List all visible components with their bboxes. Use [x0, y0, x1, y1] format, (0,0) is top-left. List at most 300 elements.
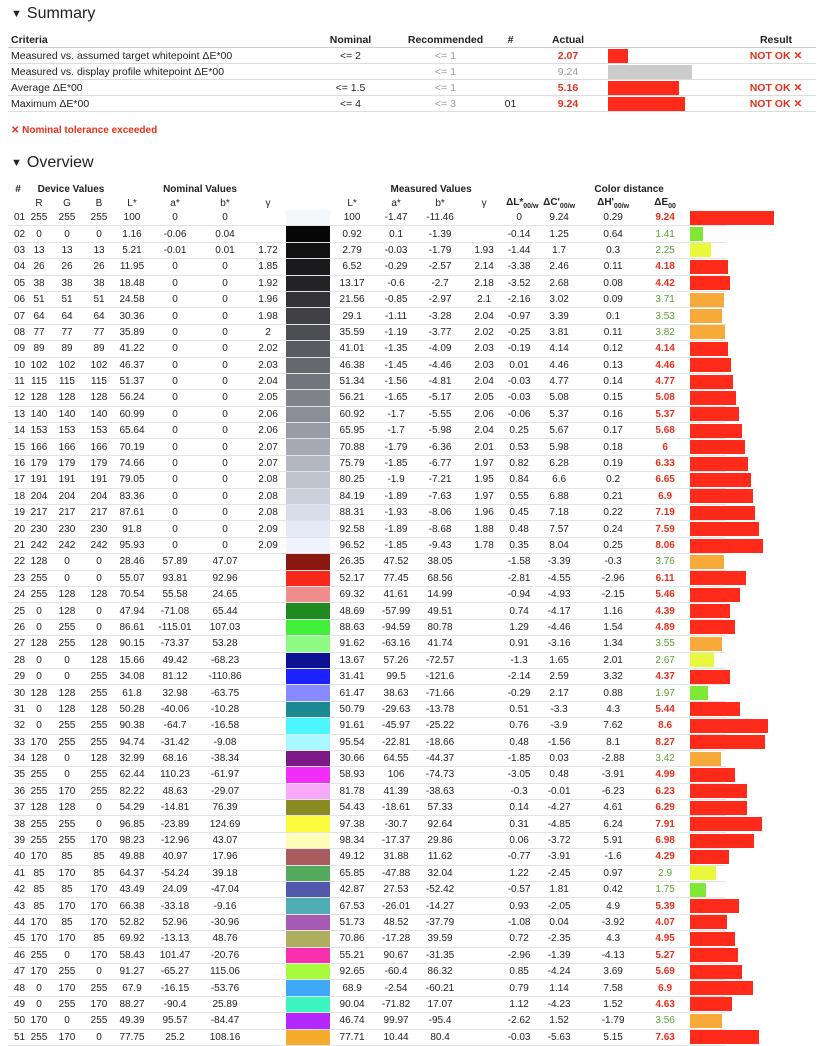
cell-meas-gamma: 1.97 — [462, 488, 506, 504]
cell-num: 51 — [8, 1029, 28, 1045]
cell-nom-b: 0 — [200, 308, 250, 324]
cell-nom-gamma: 2 — [250, 324, 286, 340]
cell-nom-b: 65.44 — [200, 603, 250, 619]
table-row — [8, 701, 820, 717]
delta-e-bar — [690, 604, 730, 618]
cell-meas-b: 32.04 — [418, 865, 462, 881]
cell-nom-l: 1.16 — [114, 226, 150, 242]
cell-meas-b: 86.32 — [418, 963, 462, 979]
cell-meas-a: -29.63 — [374, 701, 418, 717]
cell-meas-gamma — [462, 963, 506, 979]
cell-b: 38 — [84, 275, 114, 291]
cell-meas-l: 56.21 — [330, 390, 374, 406]
cell-nom-b: 0 — [200, 406, 250, 422]
cell-b: 170 — [84, 914, 114, 930]
table-row — [8, 439, 820, 455]
col-result: Result — [736, 33, 816, 48]
delta-e-bar-cell — [690, 373, 726, 389]
cell-num: 23 — [8, 570, 28, 586]
cell-meas-l: 46.38 — [330, 357, 374, 373]
cell-r: 0 — [28, 619, 50, 635]
ov-col-nom-gamma: γ — [265, 197, 271, 209]
cell-nom-a: -54.24 — [150, 865, 200, 881]
cell-dl: 0.48 — [506, 521, 532, 537]
cell-g: 26 — [50, 259, 84, 275]
color-swatch — [286, 308, 330, 324]
cell-meas-l: 90.04 — [330, 996, 374, 1012]
table-row — [8, 586, 820, 602]
color-swatch — [286, 259, 330, 275]
cell-num: 01 — [8, 210, 28, 226]
delta-e-bar — [690, 473, 750, 487]
cell-meas-a: -1.89 — [374, 521, 418, 537]
cell-meas-b: 68.56 — [418, 570, 462, 586]
cell-dh: -3.91 — [586, 767, 640, 783]
cell-dc: 7.18 — [532, 505, 586, 521]
cell-nom-b: 0 — [200, 357, 250, 373]
cell-g: 170 — [50, 1029, 84, 1045]
delta-e-bar-cell — [690, 226, 726, 242]
cell-nom-l: 96.85 — [114, 816, 150, 832]
cell-nom-l: 35.89 — [114, 324, 150, 340]
delta-e-bar-cell — [690, 668, 726, 684]
cell-meas-l: 69.32 — [330, 586, 374, 602]
cell-nom-l: 51.37 — [114, 373, 150, 389]
cell-g: 170 — [50, 865, 84, 881]
cell-dl: -0.57 — [506, 882, 532, 898]
cell-b: 255 — [84, 210, 114, 226]
ov-col-dl: $\Delta L*_{00/w}$ — [506, 196, 539, 210]
cell-g: 77 — [50, 324, 84, 340]
cell-r: 255 — [28, 816, 50, 832]
table-row — [8, 947, 820, 963]
cell-num: 18 — [8, 488, 28, 504]
cell-nom-gamma: 2.05 — [250, 390, 286, 406]
ov-col-nom-a: a* — [170, 197, 180, 209]
cell-meas-a: 41.39 — [374, 783, 418, 799]
cell-dl: -0.19 — [506, 341, 532, 357]
delta-e-bar — [690, 637, 722, 651]
cell-nom-l: 91.27 — [114, 963, 150, 979]
delta-e-bar-cell — [690, 996, 726, 1012]
cell-num: 37 — [8, 800, 28, 816]
cell-r: 255 — [28, 570, 50, 586]
cell-dl: 0.72 — [506, 931, 532, 947]
cell-r: 85 — [28, 865, 50, 881]
cell-r: 0 — [28, 718, 50, 734]
cell-meas-a: -1.35 — [374, 341, 418, 357]
cell-meas-b: 38.05 — [418, 554, 462, 570]
delta-e-bar-cell — [690, 357, 726, 373]
cell-meas-gamma: 2.03 — [462, 341, 506, 357]
color-swatch — [286, 423, 330, 439]
cell-de: 4.77 — [640, 373, 690, 389]
cell-dh: 5.91 — [586, 832, 640, 848]
cell-g: 85 — [50, 849, 84, 865]
cell-meas-a: -1.85 — [374, 537, 418, 553]
cell-meas-b: -9.43 — [418, 537, 462, 553]
cell-g: 255 — [50, 636, 84, 652]
cell-meas-b: -18.66 — [418, 734, 462, 750]
summary-bar-cell — [608, 96, 692, 112]
delta-e-bar — [690, 620, 734, 634]
cell-b: 217 — [84, 505, 114, 521]
color-swatch — [286, 767, 330, 783]
cell-num: 49 — [8, 996, 28, 1012]
cell-de: 5.08 — [640, 390, 690, 406]
cell-de: 8.27 — [640, 734, 690, 750]
cell-meas-b: -4.09 — [418, 341, 462, 357]
cell-dc: -3.3 — [532, 701, 586, 717]
summary-nominal: <= 2 — [303, 48, 398, 64]
cell-num: 09 — [8, 341, 28, 357]
cell-dc: 1.25 — [532, 226, 586, 242]
cell-nom-b: -84.47 — [200, 1013, 250, 1029]
cell-r: 128 — [28, 800, 50, 816]
cell-nom-gamma: 2.03 — [250, 357, 286, 373]
cell-b: 191 — [84, 472, 114, 488]
cell-dc: 4.14 — [532, 341, 586, 357]
cell-dc: -4.17 — [532, 603, 586, 619]
delta-e-bar-cell — [690, 816, 726, 832]
cell-dh: 0.24 — [586, 521, 640, 537]
color-swatch — [286, 1013, 330, 1029]
cell-meas-a: 57.26 — [374, 652, 418, 668]
cell-num: 29 — [8, 668, 28, 684]
summary-nominal: <= 4 — [303, 96, 398, 112]
color-swatch — [286, 898, 330, 914]
cell-meas-gamma: 2.18 — [462, 275, 506, 291]
table-row — [8, 931, 820, 947]
cell-num: 03 — [8, 242, 28, 258]
cell-meas-a: -94.59 — [374, 619, 418, 635]
delta-e-bar — [690, 981, 753, 995]
cell-nom-gamma — [250, 1013, 286, 1029]
summary-heading[interactable] — [11, 5, 95, 23]
cell-num: 17 — [8, 472, 28, 488]
cell-dl: -0.25 — [506, 324, 532, 340]
cell-dl: -0.03 — [506, 373, 532, 389]
cell-meas-b: 41.74 — [418, 636, 462, 652]
cell-meas-a: -1.79 — [374, 439, 418, 455]
cell-r: 204 — [28, 488, 50, 504]
color-swatch — [286, 947, 330, 963]
cell-meas-gamma — [462, 882, 506, 898]
cell-nom-gamma — [250, 619, 286, 635]
table-row — [8, 882, 820, 898]
cell-dc: 6.28 — [532, 455, 586, 471]
cell-dl: 1.12 — [506, 996, 532, 1012]
cell-nom-l: 67.9 — [114, 980, 150, 996]
cell-num: 31 — [8, 701, 28, 717]
cell-num: 38 — [8, 816, 28, 832]
summary-row — [8, 64, 816, 80]
cell-nom-a: -31.42 — [150, 734, 200, 750]
summary-bar-cell — [608, 80, 692, 96]
cell-r: 38 — [28, 275, 50, 291]
cell-nom-gamma — [250, 800, 286, 816]
cell-meas-gamma: 1.95 — [462, 472, 506, 488]
summary-bar-cell — [608, 64, 692, 80]
cell-nom-gamma — [250, 570, 286, 586]
cell-dc: 5.08 — [532, 390, 586, 406]
cell-meas-a: 90.67 — [374, 947, 418, 963]
cell-dl: 0.76 — [506, 718, 532, 734]
table-row — [8, 341, 820, 357]
cell-nom-b: 0 — [200, 439, 250, 455]
cell-meas-b: -2.7 — [418, 275, 462, 291]
delta-e-bar-cell — [690, 210, 726, 226]
cell-dh: -2.88 — [586, 750, 640, 766]
cell-meas-gamma — [462, 898, 506, 914]
color-swatch — [286, 586, 330, 602]
cell-dl: -2.62 — [506, 1013, 532, 1029]
cell-dh: 0.15 — [586, 390, 640, 406]
cell-r: 0 — [28, 668, 50, 684]
cell-meas-gamma — [462, 800, 506, 816]
cell-de: 6 — [640, 439, 690, 455]
cell-dh: 0.18 — [586, 439, 640, 455]
cell-num: 36 — [8, 783, 28, 799]
cell-meas-l: 52.17 — [330, 570, 374, 586]
cell-dh: 0.16 — [586, 406, 640, 422]
delta-e-bar-cell — [690, 603, 726, 619]
cell-b: 115 — [84, 373, 114, 389]
cell-nom-a: 40.97 — [150, 849, 200, 865]
cell-meas-a: -1.47 — [374, 210, 418, 226]
cell-nom-b: 0 — [200, 324, 250, 340]
delta-e-bar-cell — [690, 423, 726, 439]
cell-b: 166 — [84, 439, 114, 455]
cell-num: 13 — [8, 406, 28, 422]
cell-nom-a: 0 — [150, 537, 200, 553]
cell-r: 0 — [28, 701, 50, 717]
cell-de: 8.6 — [640, 718, 690, 734]
delta-e-bar — [690, 424, 742, 438]
cell-r: 128 — [28, 750, 50, 766]
cell-g: 170 — [50, 980, 84, 996]
cell-meas-gamma — [462, 914, 506, 930]
cell-meas-b: -11.46 — [418, 210, 462, 226]
cell-meas-l: 58.93 — [330, 767, 374, 783]
cell-dc: 6.88 — [532, 488, 586, 504]
cell-r: 191 — [28, 472, 50, 488]
cell-nom-gamma: 2.06 — [250, 406, 286, 422]
cell-de: 1.41 — [640, 226, 690, 242]
cell-nom-gamma: 1.96 — [250, 291, 286, 307]
cell-nom-gamma: 1.85 — [250, 259, 286, 275]
cell-nom-gamma: 2.09 — [250, 537, 286, 553]
cell-dc: 0.04 — [532, 914, 586, 930]
col-nominal: Nominal — [303, 33, 398, 48]
cell-meas-l: 13.17 — [330, 275, 374, 291]
cell-dh: 0.08 — [586, 275, 640, 291]
cell-meas-a: 38.63 — [374, 685, 418, 701]
cell-meas-l: 88.31 — [330, 505, 374, 521]
summary-nominal — [303, 64, 398, 80]
cell-nom-b: 0 — [200, 210, 250, 226]
cell-r: 217 — [28, 505, 50, 521]
delta-e-bar-cell — [690, 963, 726, 979]
cell-dl: -1.08 — [506, 914, 532, 930]
cell-meas-a: -63.16 — [374, 636, 418, 652]
cell-b: 128 — [84, 750, 114, 766]
table-row — [8, 554, 820, 570]
cell-nom-l: 70.54 — [114, 586, 150, 602]
cell-r: 170 — [28, 849, 50, 865]
delta-e-bar — [690, 670, 730, 684]
color-swatch — [286, 718, 330, 734]
cell-nom-l: 15.66 — [114, 652, 150, 668]
cell-r: 255 — [28, 1029, 50, 1045]
ov-col-dh: $\Delta H'_{00/w}$ — [597, 196, 630, 210]
cell-meas-a: 99.5 — [374, 668, 418, 684]
cell-meas-b: -2.57 — [418, 259, 462, 275]
cell-dc: -4.46 — [532, 619, 586, 635]
table-row — [8, 832, 820, 848]
delta-e-bar-cell — [690, 488, 726, 504]
cell-meas-l: 60.92 — [330, 406, 374, 422]
cell-num: 06 — [8, 291, 28, 307]
cell-meas-gamma — [462, 619, 506, 635]
cell-dc: 2.68 — [532, 275, 586, 291]
cell-g: 128 — [50, 603, 84, 619]
delta-e-bar-cell — [690, 455, 726, 471]
delta-e-bar-cell — [690, 734, 726, 750]
cell-nom-a: 57.89 — [150, 554, 200, 570]
table-row — [8, 570, 820, 586]
summary-bar — [608, 65, 692, 79]
cell-meas-l: 41.01 — [330, 341, 374, 357]
cell-nom-a: 25.2 — [150, 1029, 200, 1045]
cell-dh: 0.11 — [586, 324, 640, 340]
cell-meas-gamma — [462, 816, 506, 832]
color-swatch — [286, 636, 330, 652]
delta-e-bar-cell — [690, 767, 726, 783]
cell-meas-b: -5.17 — [418, 390, 462, 406]
summary-nominal: <= 1.5 — [303, 80, 398, 96]
cell-nom-b: 43.07 — [200, 832, 250, 848]
table-row — [8, 619, 820, 635]
cell-g: 0 — [50, 570, 84, 586]
summary-bar-cell — [608, 48, 692, 64]
cell-num: 48 — [8, 980, 28, 996]
cell-meas-l: 55.21 — [330, 947, 374, 963]
cell-dl: 0.85 — [506, 963, 532, 979]
cell-g: 38 — [50, 275, 84, 291]
cell-meas-l: 26.35 — [330, 554, 374, 570]
cell-meas-b: 80.78 — [418, 619, 462, 635]
cell-meas-l: 95.54 — [330, 734, 374, 750]
cell-b: 0 — [84, 816, 114, 832]
summary-num — [493, 80, 528, 96]
cell-dl: 1.29 — [506, 619, 532, 635]
cell-meas-a: -18.61 — [374, 800, 418, 816]
cell-nom-a: 0 — [150, 210, 200, 226]
cell-meas-gamma — [462, 767, 506, 783]
color-swatch — [286, 652, 330, 668]
cell-dh: 0.88 — [586, 685, 640, 701]
cell-meas-gamma: 1.93 — [462, 242, 506, 258]
cell-b: 255 — [84, 980, 114, 996]
cell-dh: 0.25 — [586, 537, 640, 553]
cell-meas-l: 35.59 — [330, 324, 374, 340]
cell-meas-gamma — [462, 1013, 506, 1029]
cell-dc: 2.46 — [532, 259, 586, 275]
cell-nom-gamma: 2.09 — [250, 521, 286, 537]
cell-de: 4.99 — [640, 767, 690, 783]
delta-e-bar — [690, 522, 759, 536]
cell-meas-a: -1.11 — [374, 308, 418, 324]
color-swatch — [286, 210, 330, 226]
summary-table — [8, 33, 816, 112]
cell-meas-b: -95.4 — [418, 1013, 462, 1029]
cell-dh: 4.3 — [586, 701, 640, 717]
cell-g: 0 — [50, 554, 84, 570]
cell-num: 08 — [8, 324, 28, 340]
cell-nom-l: 32.99 — [114, 750, 150, 766]
cell-meas-b: -7.63 — [418, 488, 462, 504]
cell-b: 0 — [84, 963, 114, 979]
table-row — [8, 668, 820, 684]
cell-meas-l: 77.71 — [330, 1029, 374, 1045]
delta-e-bar — [690, 1030, 759, 1044]
summary-result: NOT OK ✕ — [736, 96, 816, 112]
overview-heading[interactable] — [11, 154, 94, 172]
delta-e-bar-cell — [690, 914, 726, 930]
cell-num: 26 — [8, 619, 28, 635]
delta-e-bar — [690, 915, 727, 929]
cell-dc: 3.39 — [532, 308, 586, 324]
cell-meas-l: 29.1 — [330, 308, 374, 324]
cell-dc: -4.24 — [532, 963, 586, 979]
cell-meas-l: 13.67 — [330, 652, 374, 668]
cell-r: 102 — [28, 357, 50, 373]
cell-meas-l: 50.79 — [330, 701, 374, 717]
cell-nom-b: -38.34 — [200, 750, 250, 766]
cell-meas-a: -1.89 — [374, 488, 418, 504]
cell-dh: 3.69 — [586, 963, 640, 979]
cell-meas-b: -60.21 — [418, 980, 462, 996]
cell-meas-l: 75.79 — [330, 455, 374, 471]
cell-nom-b: 115.06 — [200, 963, 250, 979]
cell-r: 170 — [28, 1013, 50, 1029]
cell-dh: 4.9 — [586, 898, 640, 914]
col-spacer — [692, 33, 736, 48]
cell-meas-gamma — [462, 636, 506, 652]
cell-meas-a: -1.85 — [374, 455, 418, 471]
delta-e-bar — [690, 440, 745, 454]
cell-b: 128 — [84, 701, 114, 717]
cell-dl: -2.96 — [506, 947, 532, 963]
delta-e-bar-cell — [690, 619, 726, 635]
delta-e-bar — [690, 375, 733, 389]
cell-dl: -0.03 — [506, 1029, 532, 1045]
cell-dc: -4.23 — [532, 996, 586, 1012]
cell-meas-b: -6.77 — [418, 455, 462, 471]
cell-g: 140 — [50, 406, 84, 422]
color-swatch — [286, 832, 330, 848]
color-swatch — [286, 882, 330, 898]
cell-meas-a: -47.88 — [374, 865, 418, 881]
cell-b: 255 — [84, 685, 114, 701]
cell-nom-l: 47.94 — [114, 603, 150, 619]
cell-dc: 5.37 — [532, 406, 586, 422]
cell-de: 3.42 — [640, 750, 690, 766]
cell-dh: 0.11 — [586, 259, 640, 275]
cell-dl: 1.22 — [506, 865, 532, 881]
cell-meas-gamma: 2.05 — [462, 390, 506, 406]
